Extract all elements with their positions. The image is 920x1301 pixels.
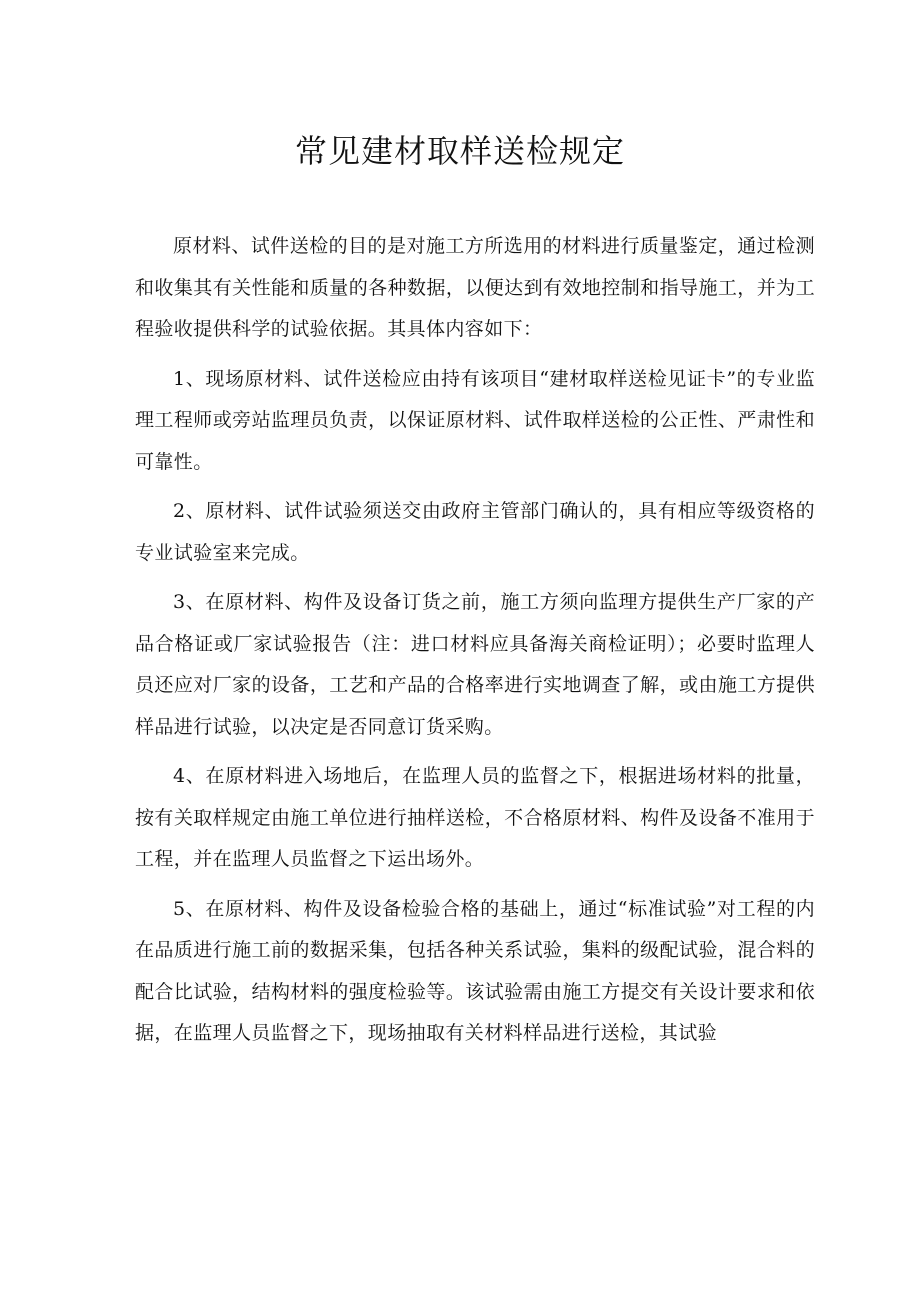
- paragraph-item-1: 1、现场原材料、试件送检应由持有该项目“建材取样送检见证卡”的专业监理工程师或旁站监理员负责，以保证原材料、试件取样送检的公正性、严肃性和可靠性。: [135, 367, 815, 473]
- document-title: 常见建材取样送检规定: [294, 132, 625, 170]
- paragraph-item-5: 5、在原材料、构件及设备检验合格的基础上，通过“标准试验”对工程的内在品质进行施工前的数据采集，包括各种关系试验，集料的级配试验，混合料的配合比试验，结构材料的强度检验等。该试验需由施工方提交有关设计要求和依据，在监理人员监督之下，现场抽取有关材料样品进行送检，其试验: [135, 897, 815, 1044]
- document-body: [135, 226, 815, 1055]
- paragraph-intro: 原材料、试件送检的目的是对施工方所选用的材料进行质量鉴定，通过检测和收集其有关性能和质量的各种数据，以便达到有效地控制和指导施工，并为工程验收提供科学的试验依据。其具体内容如下：: [135, 235, 815, 340]
- paragraph-item-3: 3、在原材料、构件及设备订货之前，施工方须向监理方提供生产厂家的产品合格证或厂家试验报告（注：进口材料应具备海关商检证明）；必要时监理人员还应对厂家的设备，工艺和产品的合格率进行实地调查了解，或由施工方提供样品进行试验，以决定是否同意订货采购。: [135, 591, 815, 738]
- paragraph-item-2: 2、原材料、试件试验须送交由政府主管部门确认的，具有相应等级资格的专业试验室来完成。: [135, 500, 815, 564]
- paragraph-item-4: 4、在原材料进入场地后，在监理人员的监督之下，根据进场材料的批量，按有关取样规定由施工单位进行抽样送检，不合格原材料、构件及设备不准用于工程，并在监理人员监督之下运出场外。: [135, 765, 815, 870]
